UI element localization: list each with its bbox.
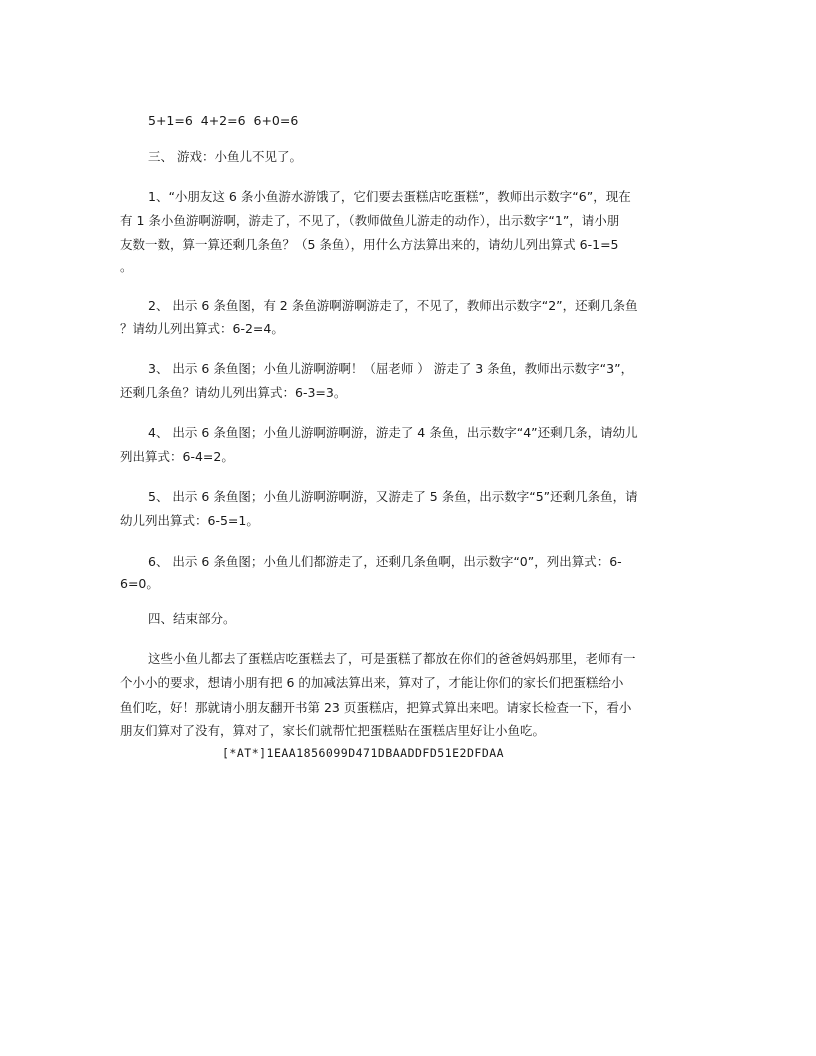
item-6-line-1: 6、 出示 6 条鱼图；小鱼儿们都游走了，还剩几条鱼啊，出示数字“0”，列出算式：6-	[148, 554, 622, 569]
equations-line: 5+1=6 4+2=6 6+0=6	[148, 113, 299, 128]
section-four-heading: 四、结束部分。	[148, 611, 236, 626]
closing-line-1: 这些小鱼儿都去了蛋糕店吃蛋糕去了，可是蛋糕了都放在你们的爸爸妈妈那里，老师有一	[148, 651, 636, 666]
section-three-heading: 三、 游戏：小鱼儿不见了。	[148, 149, 302, 164]
item-4-line-1: 4、 出示 6 条鱼图；小鱼儿游啊游啊游，游走了 4 条鱼，出示数字“4”还剩几条，请幼儿	[148, 425, 638, 440]
item-3-line-1: 3、 出示 6 条鱼图；小鱼儿游啊游啊！（屈老师 ） 游走了 3 条鱼，教师出示数字“3”，	[148, 361, 634, 376]
item-1-line-3: 友数一数，算一算还剩几条鱼？（5 条鱼），用什么方法算出来的，请幼儿列出算式 6-1=5	[120, 237, 619, 252]
closing-line-3: 鱼们吃，好！那就请小朋友翻开书第 23 页蛋糕店，把算式算出来吧。请家长检查一下，看小	[120, 700, 632, 715]
item-2-line-2: ？请幼儿列出算式：6-2=4。	[120, 321, 284, 336]
item-1-line-4: 。	[120, 259, 133, 274]
item-2-line-1: 2、 出示 6 条鱼图，有 2 条鱼游啊游啊游走了，不见了，教师出示数字“2”，还剩几条鱼	[148, 298, 638, 313]
item-4-line-2: 列出算式：6-4=2。	[120, 449, 234, 464]
item-1-line-1: 1、“小朋友这 6 条小鱼游水游饿了，它们要去蛋糕店吃蛋糕”，教师出示数字“6”，现在	[148, 189, 631, 204]
footer-code: [*AT*]1EAA1856099D471DBAADDFD51E2DFDAA	[222, 746, 505, 760]
item-6-line-2: 6=0。	[120, 576, 159, 591]
item-1-line-2: 有 1 条小鱼游啊游啊，游走了，不见了，（教师做鱼儿游走的动作），出示数字“1”，请小朋	[120, 213, 620, 228]
item-3-line-2: 还剩几条鱼？请幼儿列出算式：6-3=3。	[120, 385, 347, 400]
item-5-line-2: 幼儿列出算式：6-5=1。	[120, 513, 259, 528]
item-5-line-1: 5、 出示 6 条鱼图；小鱼儿游啊游啊游，又游走了 5 条鱼，出示数字“5”还剩几条鱼，请	[148, 489, 638, 504]
closing-line-4: 朋友们算对了没有，算对了，家长们就帮忙把蛋糕贴在蛋糕店里好让小鱼吃。	[120, 723, 546, 738]
closing-line-2: 个小小的要求，想请小朋有把 6 的加减法算出来，算对了，才能让你们的家长们把蛋糕给小	[120, 675, 624, 690]
